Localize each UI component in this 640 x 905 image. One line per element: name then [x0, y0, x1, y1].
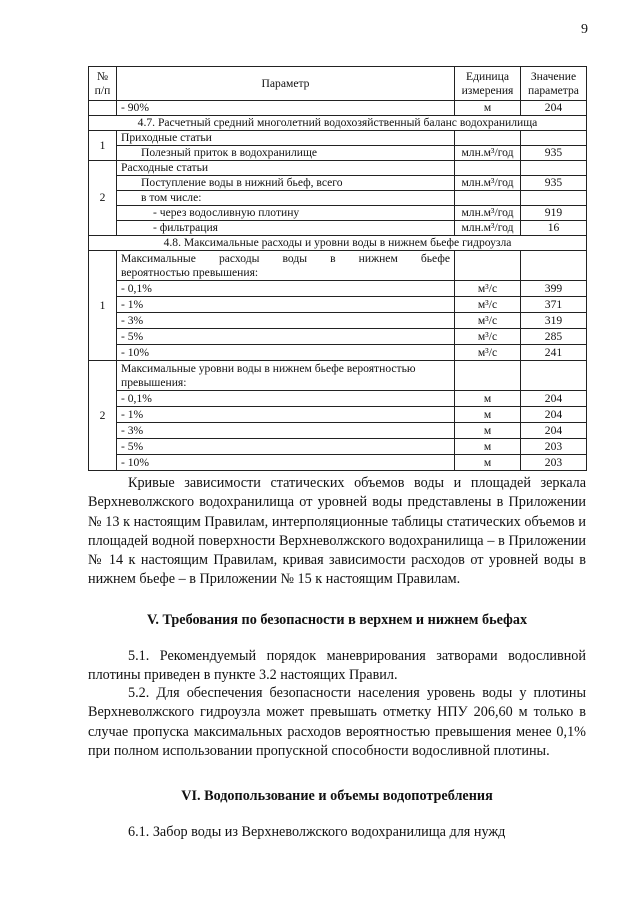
- parameters-table: [88, 66, 587, 471]
- row-unit: м³/с: [455, 297, 521, 313]
- row-unit: млн.м³/год: [455, 221, 521, 236]
- table-row: [89, 407, 587, 423]
- row-unit: млн.м³/год: [455, 146, 521, 161]
- table-row: [89, 313, 587, 329]
- group-title: Максимальные расходы воды в нижнем бьефе вероятностью превышения:: [117, 251, 455, 281]
- row-param: - 1%: [117, 297, 455, 313]
- group-num: 2: [89, 161, 117, 236]
- table-row: [89, 146, 587, 161]
- row-unit: м: [455, 101, 521, 116]
- row-unit: м³/с: [455, 281, 521, 297]
- row-value: 204: [521, 407, 587, 423]
- group-num: 2: [89, 361, 117, 471]
- paragraph-5-2: 5.2. Для обеспечения безопасности населения уровень воды у плотины Верхневолжского гидроузла может превышать отметку НПУ 206,60 м только в случае пропуска максимальных расходов вероятностью превышения менее 0,1% при полном использовании пропускной способности водосливной плотины.: [88, 685, 586, 759]
- row-param: - 3%: [117, 423, 455, 439]
- row-param: - 10%: [117, 455, 455, 471]
- row-unit: м: [455, 455, 521, 471]
- table-row: [89, 191, 587, 206]
- row-param: - фильтрация: [117, 221, 455, 236]
- row-unit: м: [455, 423, 521, 439]
- paragraph-6-1: 6.1. Забор воды из Верхневолжского водохранилища для нужд: [128, 824, 506, 840]
- row-value: 319: [521, 313, 587, 329]
- row-value: 935: [521, 146, 587, 161]
- table-row: [89, 455, 587, 471]
- table-row: [89, 391, 587, 407]
- header-num: № п/п: [89, 67, 117, 101]
- row-param: - 5%: [117, 439, 455, 455]
- row-unit: млн.м³/год: [455, 176, 521, 191]
- group-title: Максимальные уровни воды в нижнем бьефе вероятностью превышения:: [117, 361, 455, 391]
- group-title: Расходные статьи: [117, 161, 455, 176]
- row-value: 16: [521, 221, 587, 236]
- table-row: [89, 101, 587, 116]
- row-unit: [455, 191, 521, 206]
- table-row: [89, 131, 587, 146]
- row-unit: млн.м³/год: [455, 206, 521, 221]
- row-param: - 5%: [117, 329, 455, 345]
- row-param: - 1%: [117, 407, 455, 423]
- row-unit: м: [455, 439, 521, 455]
- row-param: - 10%: [117, 345, 455, 361]
- table-row: [89, 345, 587, 361]
- row-value: 203: [521, 439, 587, 455]
- row-value: 241: [521, 345, 587, 361]
- row-param: в том числе:: [117, 191, 455, 206]
- group-num: 1: [89, 131, 117, 161]
- header-unit: Единица измерения: [455, 67, 521, 101]
- row-value: 203: [521, 455, 587, 471]
- row-param: - 90%: [117, 101, 455, 116]
- row-param: - 3%: [117, 313, 455, 329]
- table-row: [89, 281, 587, 297]
- row-value: 919: [521, 206, 587, 221]
- paragraph-5-1: 5.1. Рекомендуемый порядок маневрирования затворами водосливной плотины приведен в пункте 3.2 настоящих Правил.: [88, 648, 586, 684]
- row-unit: м³/с: [455, 345, 521, 361]
- section-row: [89, 236, 587, 251]
- row-param: - 0,1%: [117, 391, 455, 407]
- header-param: Параметр: [117, 67, 455, 101]
- row-unit: м³/с: [455, 313, 521, 329]
- heading-section-v: V. Требования по безопасности в верхнем и нижнем бьефах: [146, 612, 528, 628]
- row-param: Полезный приток в водохранилище: [117, 146, 455, 161]
- table-header-row: [89, 67, 587, 101]
- section-4-7: 4.7. Расчетный средний многолетний водохозяйственный баланс водохранилища: [89, 116, 587, 131]
- paragraph-appendices: Кривые зависимости статических объемов воды и площадей зеркала Верхневолжского водохранилища от уровней воды представлены в Приложении № 13 к настоящим Правилам, интерполяционные таблицы статических объемов и площадей водной поверхности Верхневолжского водохранилища – в Приложении № 14 к настоящим Правилам, кривая зависимости расходов от уровней воды в нижнем бьефе – в Приложении № 15 к настоящим Правилам.: [88, 475, 586, 588]
- row-value: 204: [521, 101, 587, 116]
- table-row: [89, 176, 587, 191]
- row-param: Поступление воды в нижний бьеф, всего: [117, 176, 455, 191]
- group-num: 1: [89, 251, 117, 361]
- section-row: [89, 116, 587, 131]
- row-value: 285: [521, 329, 587, 345]
- row-value: 204: [521, 391, 587, 407]
- row-value: [521, 191, 587, 206]
- row-unit: м³/с: [455, 329, 521, 345]
- table-row: [89, 161, 587, 176]
- row-value: 935: [521, 176, 587, 191]
- table-row: [89, 439, 587, 455]
- table-row: [89, 297, 587, 313]
- row-param: - 0,1%: [117, 281, 455, 297]
- section-4-8: 4.8. Максимальные расходы и уровни воды в нижнем бьефе гидроузла: [89, 236, 587, 251]
- table-row: [89, 221, 587, 236]
- row-value: 399: [521, 281, 587, 297]
- row-unit: м: [455, 407, 521, 423]
- row-value: 371: [521, 297, 587, 313]
- header-value: Значение параметра: [521, 67, 587, 101]
- row-unit: м: [455, 391, 521, 407]
- table-row: [89, 329, 587, 345]
- table-row: [89, 206, 587, 221]
- page-number: 9: [581, 22, 588, 37]
- heading-section-vi: VI. Водопользование и объемы водопотребления: [181, 788, 493, 804]
- row-param: - через водосливную плотину: [117, 206, 455, 221]
- table-row: [89, 251, 587, 281]
- row-value: 204: [521, 423, 587, 439]
- group-title: Приходные статьи: [117, 131, 455, 146]
- table-row: [89, 423, 587, 439]
- table-row: [89, 361, 587, 391]
